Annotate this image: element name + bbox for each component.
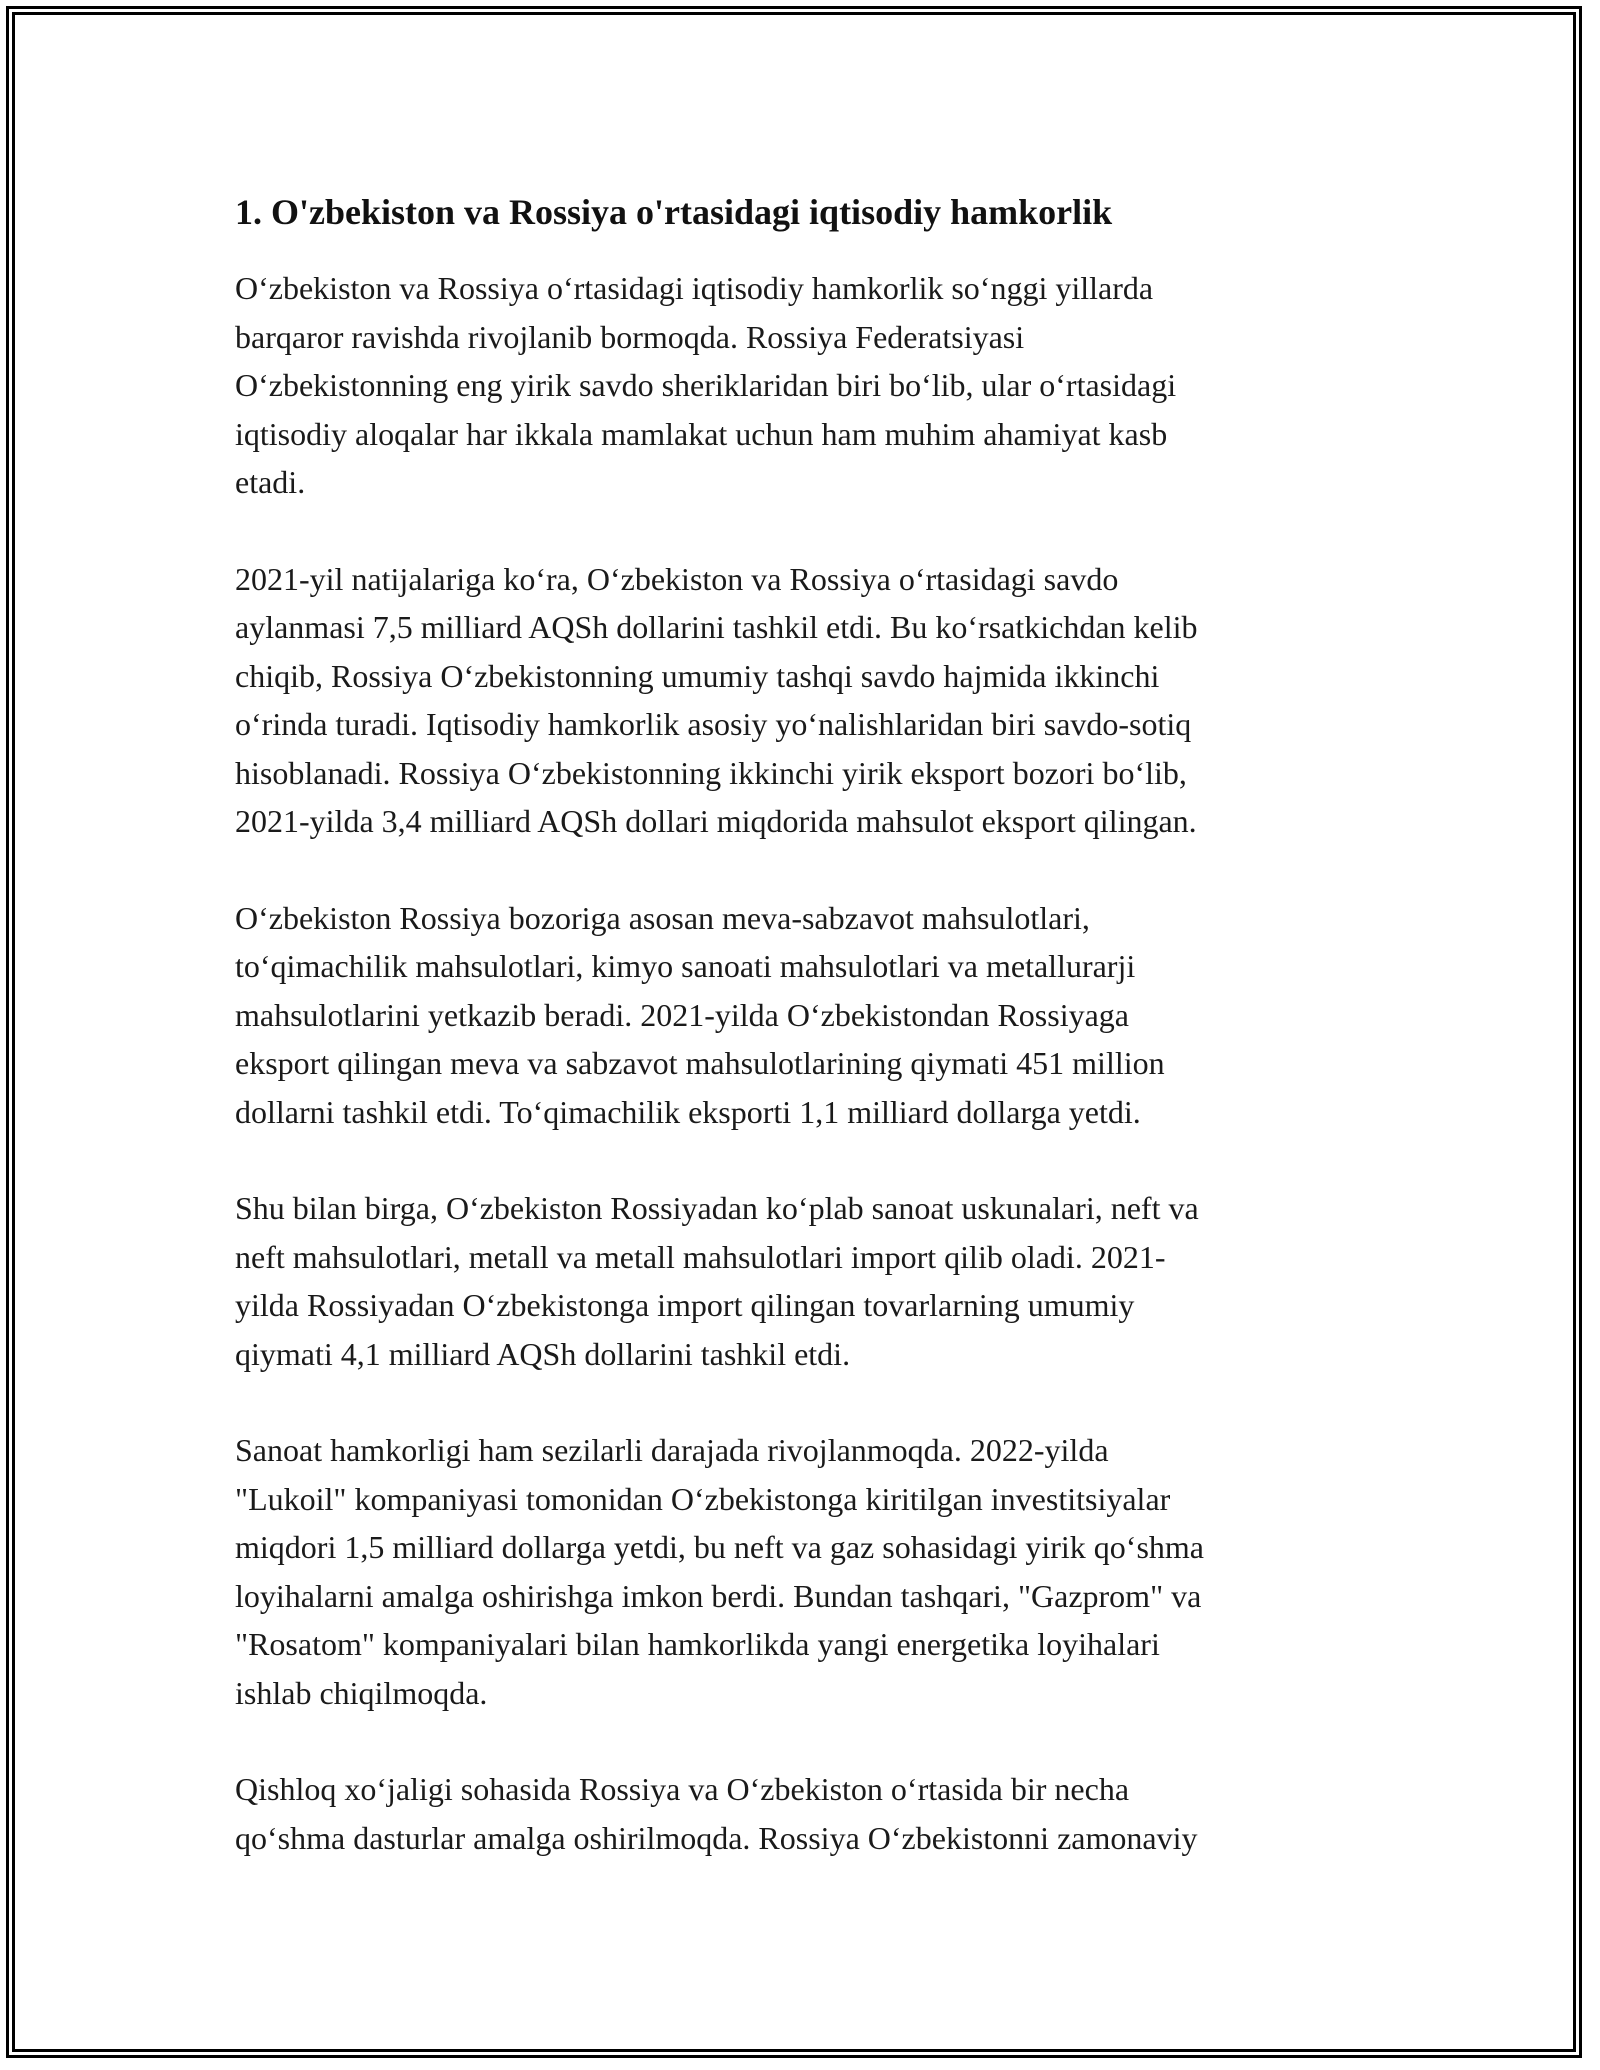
text-line: O‘zbekiston Rossiya bozoriga asosan meva-sabzavot mahsulotlari, (235, 899, 1090, 936)
text-line: o‘rinda turadi. Iqtisodiy hamkorlik asosiy yo‘nalishlaridan biri savdo-sotiq (235, 706, 1192, 742)
text-line: barqaror ravishda rivojlanib bormoqda. Rossiya Federatsiyasi (235, 318, 1025, 355)
text-line: "Rosatom" kompaniyalari bilan hamkorlikda yangi energetika loyihalari (235, 1626, 1160, 1662)
text-line: O‘zbekiston va Rossiya o‘rtasidagi iqtisodiy hamkorlik so‘nggi yillarda (235, 270, 1154, 306)
text-line: O‘zbekistonning eng yirik savdo sheriklaridan biri bo‘lib, ular o‘rtasidagi (235, 367, 1177, 403)
text-line: 2021-yilda 3,4 milliard AQSh dollari miqdorida mahsulot eksport qilingan. (235, 803, 1197, 839)
paragraph (235, 264, 1370, 507)
text-line: dollarni tashkil etdi. To‘qimachilik eksporti 1,1 milliard dollarga yetdi. (235, 1093, 1141, 1130)
text-line: loyihalarni amalga oshirishga imkon berdi. Bundan tashqari, "Gazprom" va (235, 1577, 1202, 1614)
text-line: iqtisodiy aloqalar har ikkala mamlakat uchun ham muhim ahamiyat kasb (235, 415, 1168, 452)
paragraph (235, 1184, 1370, 1378)
text-line: neft mahsulotlari, metall va metall mahsulotlari import qilib oladi. 2021- (235, 1238, 1166, 1275)
text-line: Sanoat hamkorligi ham sezilarli darajada rivojlanmoqda. 2022-yilda (235, 1432, 1109, 1468)
text-line: chiqib, Rossiya O‘zbekistonning umumiy tashqi savdo hajmida ikkinchi (235, 657, 1160, 694)
text-line: to‘qimachilik mahsulotlari, kimyo sanoati mahsulotlari va metallurarji (235, 948, 1136, 984)
text-line: eksport qilingan meva va sabzavot mahsulotlarining qiymati 451 million (235, 1045, 1165, 1081)
paragraph (235, 894, 1370, 1137)
paragraph (235, 1426, 1370, 1717)
text-line: 2021-yil natijalariga ko‘ra, O‘zbekiston va Rossiya o‘rtasidagi savdo (235, 560, 1119, 597)
document-body (235, 188, 1370, 1910)
paragraph (235, 1765, 1370, 1862)
text-line: mahsulotlarini yetkazib beradi. 2021-yilda O‘zbekistondan Rossiyaga (235, 996, 1129, 1033)
text-line: qiymati 4,1 milliard AQSh dollarini tashkil etdi. (235, 1335, 851, 1372)
text-line: ishlab chiqilmoqda. (235, 1674, 488, 1711)
text-line: Shu bilan birga, O‘zbekiston Rossiyadan ko‘plab sanoat uskunalari, neft va (235, 1190, 1199, 1226)
text-line: etadi. (235, 464, 306, 500)
page-title: 1. O'zbekiston va Rossiya o'rtasidagi iqtisodiy hamkorlik (235, 192, 1113, 232)
text-line: "Lukoil" kompaniyasi tomonidan O‘zbekistonga kiritilgan investitsiyalar (235, 1480, 1171, 1517)
text-line: yilda Rossiyadan O‘zbekistonga import qilingan tovarlarning umumiy (235, 1287, 1135, 1323)
text-line: qo‘shma dasturlar amalga oshirilmoqda. Rossiya O‘zbekistonni zamonaviy (235, 1819, 1198, 1856)
text-line: miqdori 1,5 milliard dollarga yetdi, bu neft va gaz sohasidagi yirik qo‘shma (235, 1529, 1204, 1565)
text-line: hisoblanadi. Rossiya O‘zbekistonning ikkinchi yirik eksport bozori bo‘lib, (235, 754, 1187, 791)
paragraph (235, 555, 1370, 846)
text-line: Qishloq xo‘jaligi sohasida Rossiya va O‘zbekiston o‘rtasida bir necha (235, 1771, 1130, 1807)
text-line: aylanmasi 7,5 milliard AQSh dollarini tashkil etdi. Bu ko‘rsatkichdan kelib (235, 609, 1198, 645)
